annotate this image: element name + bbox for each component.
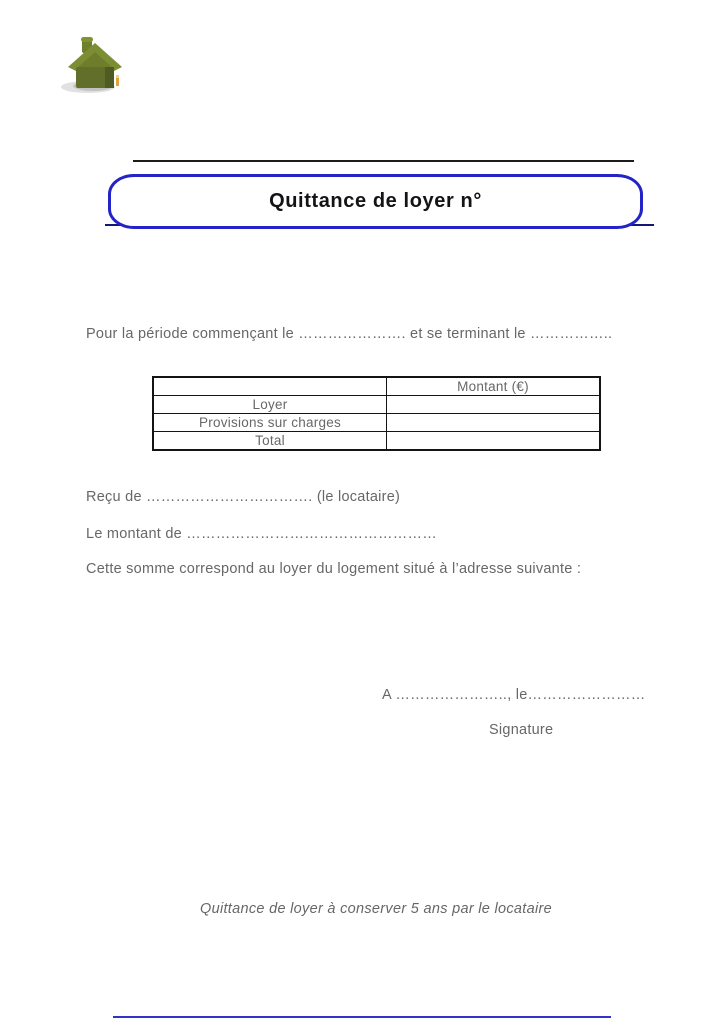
row-total-value: [387, 432, 601, 451]
page-bottom-rule: [113, 1016, 611, 1018]
header-montant-cell: Montant (€): [387, 377, 601, 396]
place-date-line: A ………………….., le……………………: [382, 687, 646, 703]
table-row: [153, 432, 600, 451]
table-row-header: [153, 377, 600, 396]
address-line: Cette somme correspond au loyer du logement situé à l’adresse suivante :: [86, 561, 582, 577]
signature-label: Signature: [489, 722, 554, 738]
received-from-line: Reçu de ……………………………. (le locataire): [86, 489, 401, 505]
row-loyer-label: Loyer: [153, 396, 387, 414]
row-loyer-value: [387, 396, 601, 414]
title-banner: [108, 174, 643, 229]
page-title: Quittance de loyer n°: [269, 190, 482, 212]
amount-line: Le montant de ……………………………………………: [86, 526, 437, 542]
row-provisions-label: Provisions sur charges: [153, 414, 387, 432]
row-total-label: Total: [153, 432, 387, 451]
amount-table: [152, 376, 601, 451]
row-provisions-value: [387, 414, 601, 432]
banner-top-rule: [133, 160, 634, 162]
green-grass-house-icon: [58, 32, 136, 96]
header-empty-cell: [153, 377, 387, 396]
table-row: [153, 396, 600, 414]
period-line: Pour la période commençant le …………………. et se terminant le ……………..: [86, 326, 613, 342]
amount-table-container: [152, 376, 601, 451]
footer-note: Quittance de loyer à conserver 5 ans par le locataire: [200, 901, 552, 917]
table-row: [153, 414, 600, 432]
